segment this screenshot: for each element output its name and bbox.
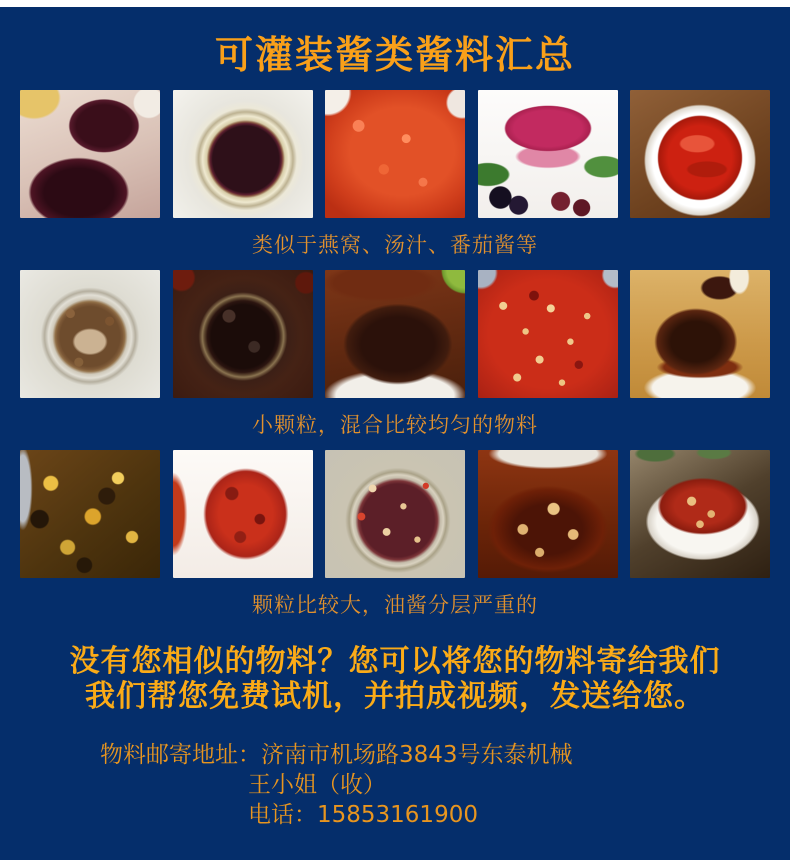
sauce-image-berry-compote-glass-bowl [478, 90, 618, 218]
sauce-image-black-bean-sauce-mound-spoon [630, 270, 770, 398]
sauce-row-large-particles [0, 450, 790, 578]
sauce-row-small-particles [0, 270, 790, 398]
sauce-image-jar-top-dark-syrup [173, 90, 313, 218]
sauce-image-tomato-sauce-jar-closeup [325, 90, 465, 218]
row-caption-large-particles: 颗粒比较大，油酱分层严重的 [252, 593, 538, 617]
row-caption-thin-liquids: 类似于燕窝、汤汁、番茄酱等 [252, 233, 538, 257]
sauce-image-chopped-red-chili-sauce [478, 270, 618, 398]
recipient-name: 王小姐（收） [248, 772, 386, 798]
page-title: 可灌装酱类酱料汇总 [214, 33, 575, 77]
promo-headline-line2: 我们帮您免费试机，并拍成视频，发送给您。 [85, 679, 705, 714]
sauce-image-ketchup-white-bowl [630, 90, 770, 218]
sauce-image-jar-top-brown-minced-sauce [20, 270, 160, 398]
row-caption-small-particles: 小颗粒，混合比较均匀的物料 [252, 413, 538, 437]
sauce-row-thin-liquids [0, 90, 790, 218]
sauce-image-jar-top-chili-seed-mix [325, 450, 465, 578]
sauce-image-jar-top-dark-bean-sauce [173, 270, 313, 398]
sauce-image-peanut-chili-sauce-white-bowl [630, 450, 770, 578]
contact-info [0, 740, 790, 830]
mailing-address: 物料邮寄地址：济南市机场路3843号东泰机械 [100, 742, 573, 768]
sauce-image-dark-chili-paste-bowl-leaf [325, 270, 465, 398]
sauce-image-chunky-red-chili-sauce-bowl [173, 450, 313, 578]
promo-headline [0, 644, 790, 714]
sauce-image-blackberry-jam-on-spoon [20, 90, 160, 218]
sauce-image-oily-mushroom-sauce-closeup [20, 450, 160, 578]
promo-headline-line1: 没有您相似的物料？您可以将您的物料寄给我们 [69, 644, 721, 679]
sauce-image-chili-oil-peanut-sauce-closeup [478, 450, 618, 578]
top-white-strip [0, 0, 790, 7]
phone-number: 电话：15853161900 [248, 802, 478, 828]
